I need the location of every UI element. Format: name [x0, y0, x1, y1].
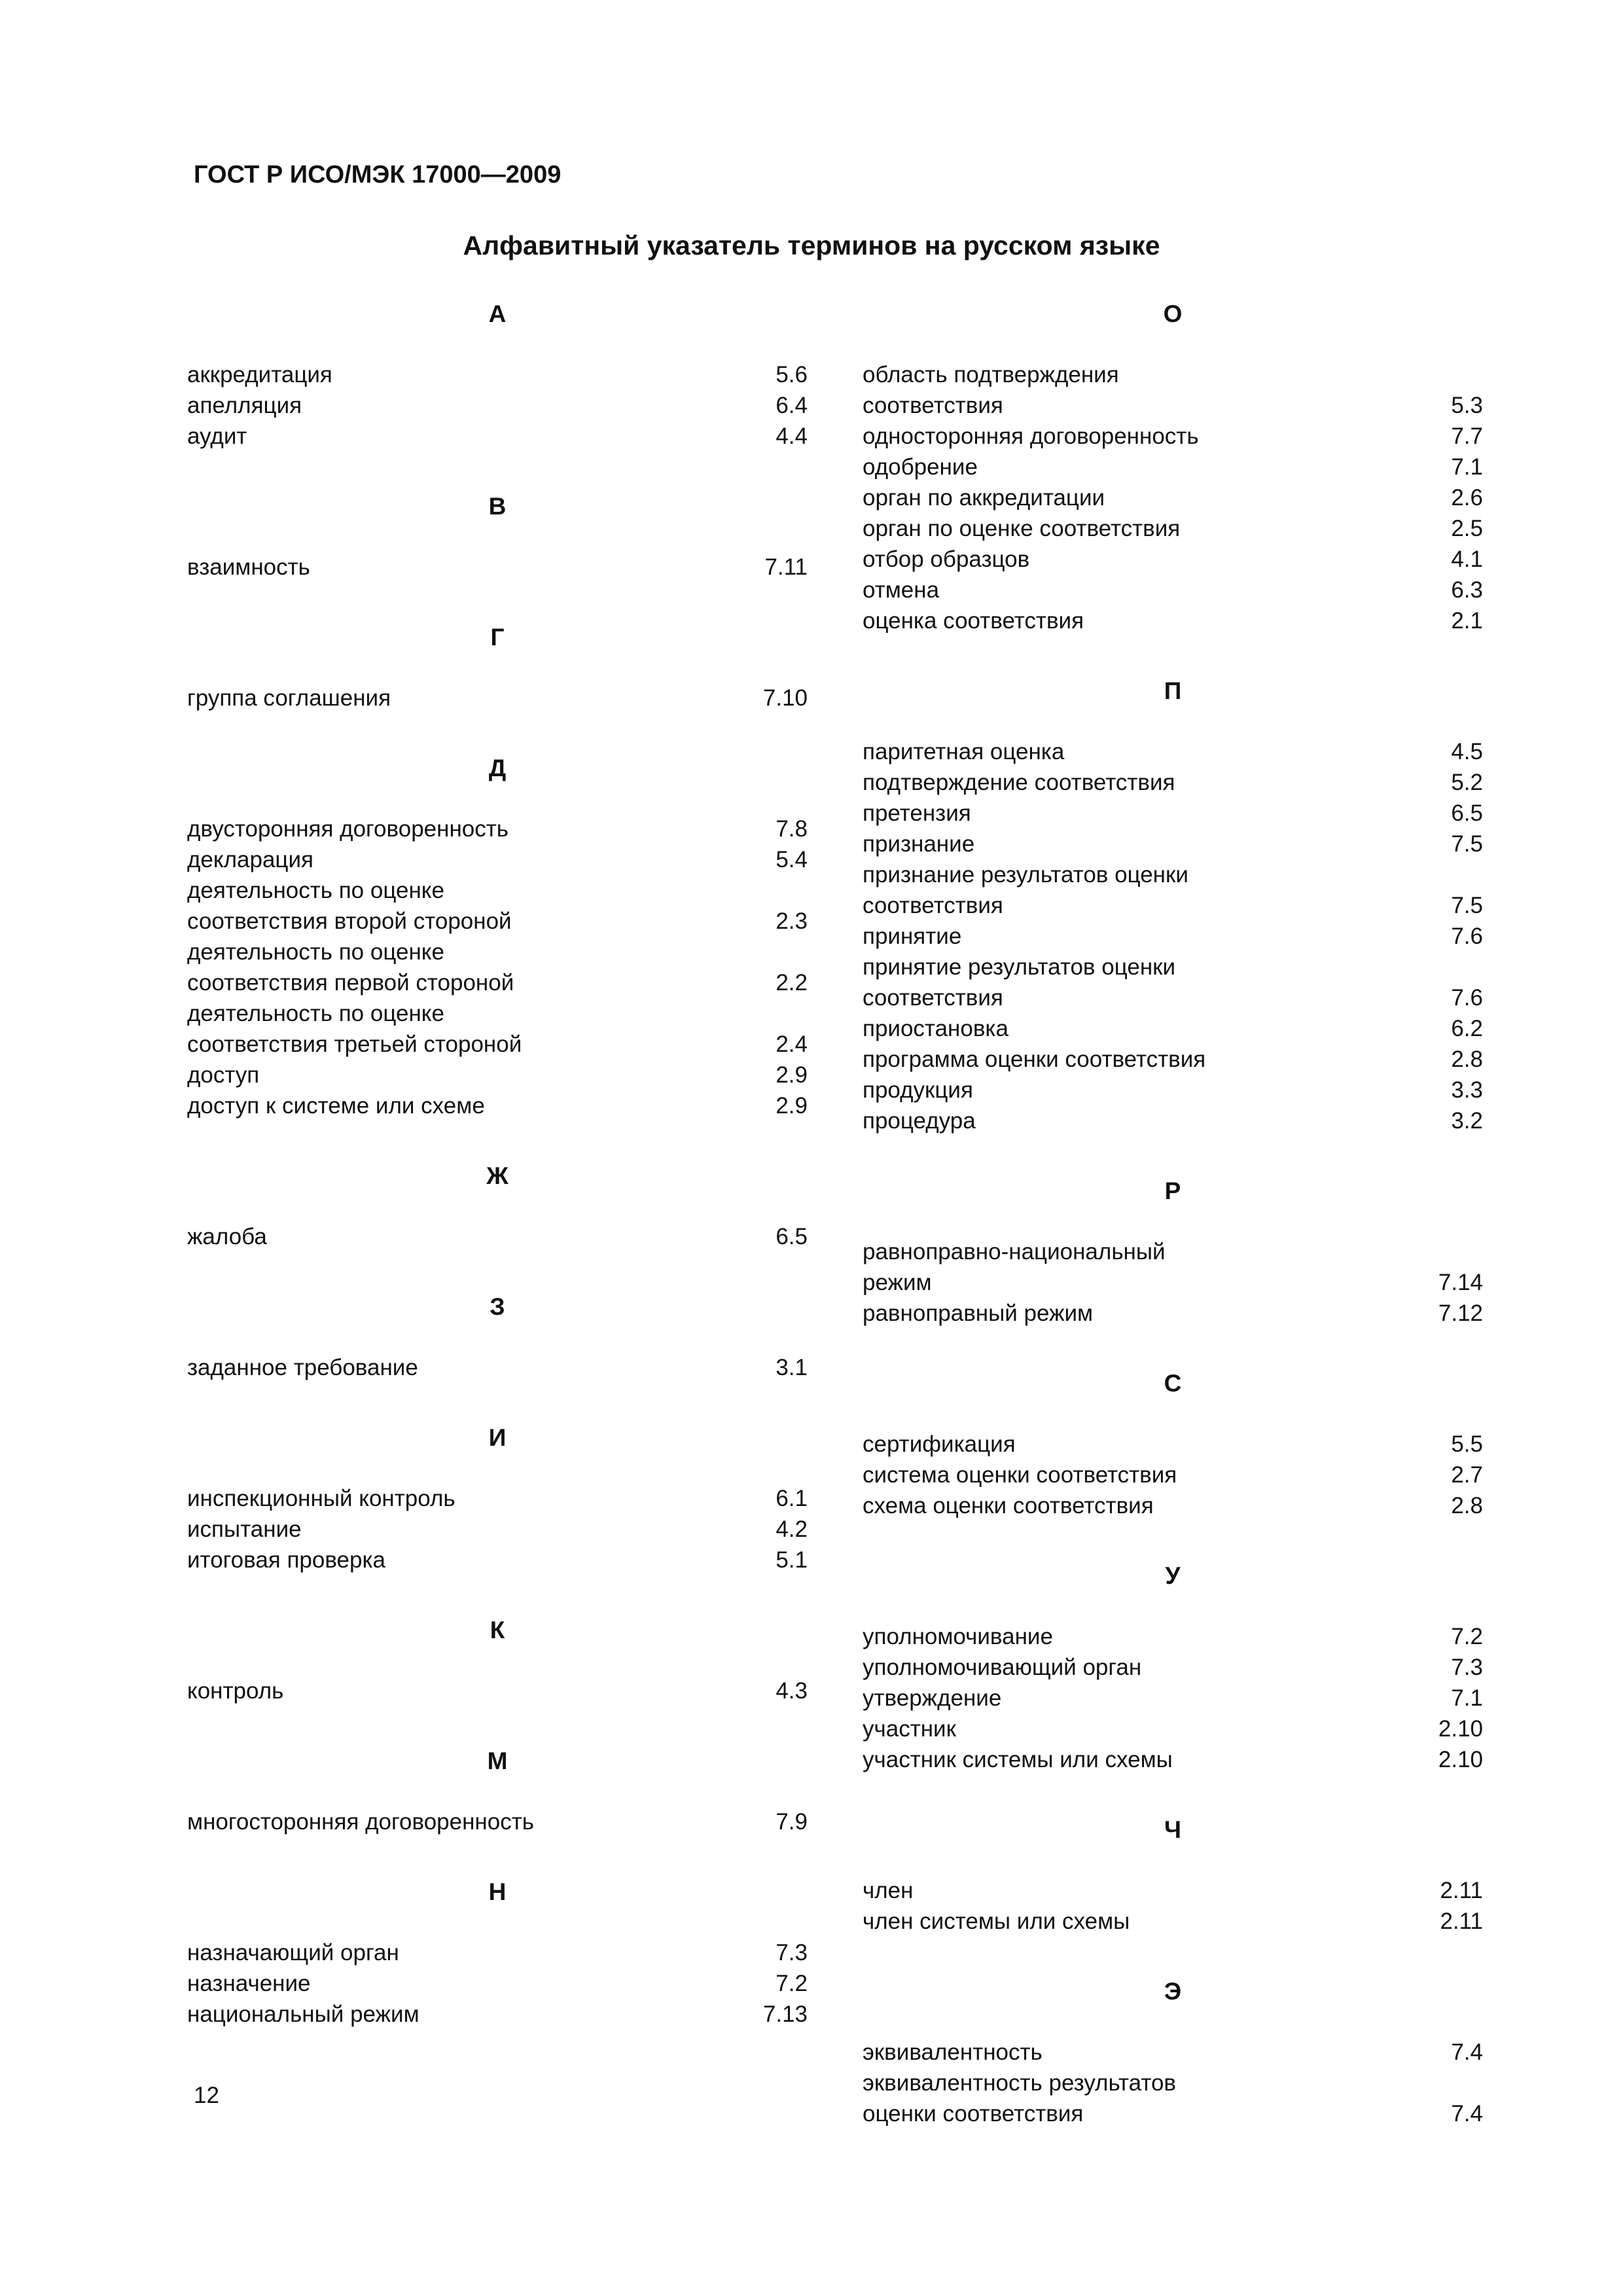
entry-term: деятельность по оценке — [187, 939, 444, 965]
section-letter: З — [490, 1293, 505, 1320]
entry-reference: 7.7 — [1451, 423, 1483, 449]
entry-term: назначение — [187, 1971, 311, 1996]
entry-reference: 2.4 — [776, 1031, 808, 1057]
section-gap — [863, 1775, 1483, 1809]
entry-term: отбор образцов — [863, 547, 1030, 572]
entry-reference: 6.1 — [776, 1486, 808, 1511]
index-entry — [863, 859, 1483, 921]
index-entry — [187, 1060, 808, 1090]
section-letter: А — [488, 300, 507, 327]
entry-term: апелляция — [187, 393, 302, 418]
entry-term: утверждение — [863, 1685, 1002, 1711]
entry-reference: 7.6 — [1451, 985, 1483, 1011]
index-entry — [863, 1744, 1483, 1775]
entry-reference: 3.3 — [1451, 1077, 1483, 1103]
entry-reference: 7.3 — [776, 1940, 808, 1965]
index-entry — [863, 1906, 1483, 1937]
entry-term: режим — [863, 1270, 932, 1295]
index-entry — [187, 1968, 808, 1999]
entry-reference: 5.3 — [1451, 393, 1483, 418]
entry-term: сертификация — [863, 1431, 1016, 1457]
page-number: 12 — [194, 2083, 219, 2108]
entry-term: односторонняя договоренность — [863, 423, 1199, 449]
section-gap — [187, 1252, 808, 1286]
entry-term: инспекционный контроль — [187, 1486, 455, 1511]
entry-reference: 5.1 — [776, 1547, 808, 1573]
entry-reference: 7.4 — [1451, 2101, 1483, 2126]
index-entry — [187, 1514, 808, 1545]
section-gap — [863, 636, 1483, 670]
index-entry — [863, 2068, 1483, 2129]
index-entry — [863, 482, 1483, 513]
entry-term: доступ — [187, 1062, 260, 1088]
entry-reference: 2.5 — [1451, 516, 1483, 541]
entry-reference: 3.1 — [776, 1355, 808, 1380]
index-entry — [863, 1298, 1483, 1329]
entry-term: принятие — [863, 924, 962, 949]
standard-designation: ГОСТ Р ИСО/МЭК 17000—2009 — [194, 161, 562, 188]
entry-reference: 4.3 — [776, 1678, 808, 1704]
entry-reference: 3.2 — [1451, 1108, 1483, 1134]
section-gap — [863, 1937, 1483, 1971]
section-gap — [863, 1136, 1483, 1170]
index-entry — [863, 1621, 1483, 1652]
entry-reference: 7.5 — [1451, 893, 1483, 918]
entry-reference: 2.9 — [776, 1062, 808, 1088]
entry-term: признание — [863, 831, 975, 857]
index-entry — [863, 421, 1483, 452]
entry-reference: 2.10 — [1438, 1716, 1483, 1742]
entry-reference: 2.8 — [1451, 1047, 1483, 1072]
entry-term: одобрение — [863, 454, 978, 480]
index-entry — [863, 1105, 1483, 1136]
index-entry — [863, 605, 1483, 636]
entry-reference: 2.11 — [1440, 1909, 1483, 1934]
section-gap — [863, 1329, 1483, 1363]
entry-reference: 5.6 — [776, 362, 808, 387]
entry-term: область подтверждения — [863, 362, 1119, 387]
entry-term: эквивалентность — [863, 2039, 1043, 2065]
entry-reference: 5.5 — [1451, 1431, 1483, 1457]
section-letter: Д — [488, 755, 507, 781]
entry-term: назначающий орган — [187, 1940, 399, 1965]
entry-reference: 7.8 — [776, 816, 808, 842]
index-entry — [187, 875, 808, 937]
index-entry — [863, 1683, 1483, 1713]
index-entry — [187, 1545, 808, 1575]
section-gap — [187, 452, 808, 486]
entry-term: испытание — [187, 1516, 302, 1542]
section-letter: С — [1164, 1370, 1182, 1397]
entry-term: аккредитация — [187, 362, 332, 387]
entry-term: заданное требование — [187, 1355, 418, 1380]
entry-reference: 7.11 — [764, 554, 808, 580]
entry-reference: 4.1 — [1451, 547, 1483, 572]
index-entry — [863, 1652, 1483, 1683]
entry-reference: 5.4 — [776, 847, 808, 872]
index-entry — [187, 1221, 808, 1252]
entry-reference: 7.1 — [1451, 454, 1483, 480]
entry-term: контроль — [187, 1678, 284, 1704]
section-gap — [187, 1706, 808, 1740]
section-gap — [187, 1837, 808, 1871]
index-column-left — [187, 293, 808, 2030]
index-entry — [187, 359, 808, 390]
index-entry — [187, 814, 808, 844]
section-letter: К — [490, 1617, 505, 1643]
entry-reference: 2.6 — [1451, 485, 1483, 511]
entry-term: соответствия третьей стороной — [187, 1031, 522, 1057]
entry-term: эквивалентность результатов — [863, 2070, 1177, 2096]
entry-reference: 7.9 — [776, 1809, 808, 1835]
section-letter: У — [1165, 1562, 1181, 1589]
entry-term: член системы или схемы — [863, 1909, 1130, 1934]
index-entry — [863, 1875, 1483, 1906]
index-entry — [187, 421, 808, 452]
entry-term: приостановка — [863, 1016, 1008, 1041]
index-entry — [863, 452, 1483, 482]
index-entry — [863, 1713, 1483, 1744]
entry-reference: 4.4 — [776, 423, 808, 449]
index-entry — [863, 1013, 1483, 1044]
index-entry — [863, 798, 1483, 829]
entry-reference: 7.6 — [1451, 924, 1483, 949]
index-entry — [863, 952, 1483, 1013]
index-entry — [863, 513, 1483, 544]
entry-term: орган по оценке соответствия — [863, 516, 1181, 541]
index-entry — [863, 1236, 1483, 1298]
entry-reference: 2.10 — [1438, 1747, 1483, 1772]
index-entry — [187, 998, 808, 1060]
entry-reference: 6.3 — [1451, 577, 1483, 603]
entry-reference: 2.11 — [1440, 1878, 1483, 1903]
index-column-right — [863, 293, 1483, 2129]
entry-reference: 6.4 — [776, 393, 808, 418]
index-entry — [187, 1999, 808, 2030]
entry-reference: 4.5 — [1451, 739, 1483, 764]
entry-term: соответствия — [863, 393, 1003, 418]
entry-term: двусторонняя договоренность — [187, 816, 509, 842]
entry-term: оценка соответствия — [863, 608, 1084, 634]
index-entry — [187, 937, 808, 998]
entry-term: участник — [863, 1716, 956, 1742]
entry-term: принятие результатов оценки — [863, 954, 1176, 980]
entry-term: уполномочивание — [863, 1624, 1053, 1649]
entry-term: паритетная оценка — [863, 739, 1065, 764]
entry-reference: 2.7 — [1451, 1462, 1483, 1488]
section-letter: Э — [1164, 1978, 1182, 2005]
index-entry — [187, 552, 808, 583]
entry-reference: 5.2 — [1451, 770, 1483, 795]
index-entry — [863, 2037, 1483, 2068]
index-entry — [187, 683, 808, 713]
index-entry — [187, 1676, 808, 1706]
entry-reference: 2.8 — [1451, 1493, 1483, 1518]
section-gap — [187, 713, 808, 747]
entry-term: соответствия — [863, 985, 1003, 1011]
entry-reference: 7.1 — [1451, 1685, 1483, 1711]
entry-reference: 4.2 — [776, 1516, 808, 1542]
entry-reference: 7.14 — [1438, 1270, 1483, 1295]
index-entry — [187, 1352, 808, 1383]
entry-term: уполномочивающий орган — [863, 1655, 1142, 1680]
entry-reference: 7.5 — [1451, 831, 1483, 857]
entry-term: равноправно-национальный — [863, 1239, 1166, 1265]
entry-term: многосторонняя договоренность — [187, 1809, 534, 1835]
entry-term: деятельность по оценке — [187, 1001, 444, 1026]
entry-term: деятельность по оценке — [187, 878, 444, 903]
entry-term: система оценки соответствия — [863, 1462, 1177, 1488]
index-entry — [863, 767, 1483, 798]
index-entry — [863, 1044, 1483, 1075]
entry-reference: 7.10 — [762, 685, 808, 711]
index-entry — [863, 736, 1483, 767]
entry-reference: 7.3 — [1451, 1655, 1483, 1680]
entry-term: группа соглашения — [187, 685, 391, 711]
index-entry — [863, 1429, 1483, 1460]
index-entry — [863, 921, 1483, 952]
entry-term: соответствия — [863, 893, 1003, 918]
entry-reference: 6.5 — [776, 1224, 808, 1249]
section-letter: Р — [1164, 1177, 1181, 1204]
entry-reference: 7.2 — [1451, 1624, 1483, 1649]
entry-reference: 7.13 — [762, 2001, 808, 2027]
entry-reference: 7.4 — [1451, 2039, 1483, 2065]
entry-term: оценки соответствия — [863, 2101, 1084, 2126]
section-gap — [187, 1575, 808, 1609]
entry-term: взаимность — [187, 554, 310, 580]
index-entry — [863, 1460, 1483, 1490]
entry-term: член — [863, 1878, 914, 1903]
section-letter: В — [488, 493, 507, 520]
entry-term: соответствия второй стороной — [187, 908, 512, 934]
entry-reference: 2.9 — [776, 1093, 808, 1119]
entry-term: итоговая проверка — [187, 1547, 386, 1573]
entry-term: соответствия первой стороной — [187, 970, 514, 996]
section-gap — [187, 583, 808, 617]
entry-term: национальный режим — [187, 2001, 419, 2027]
index-entry — [863, 1490, 1483, 1521]
section-letter: Ч — [1164, 1816, 1181, 1843]
section-letter: Ж — [486, 1162, 508, 1189]
section-gap — [187, 1121, 808, 1155]
entry-term: схема оценки соответствия — [863, 1493, 1154, 1518]
index-entry — [863, 575, 1483, 605]
entry-reference: 7.2 — [776, 1971, 808, 1996]
entry-reference: 2.2 — [776, 970, 808, 996]
index-entry — [863, 829, 1483, 859]
index-entry — [863, 544, 1483, 575]
entry-term: орган по аккредитации — [863, 485, 1105, 511]
entry-term: продукция — [863, 1077, 973, 1103]
index-entry — [187, 1090, 808, 1121]
section-letter: М — [487, 1748, 508, 1774]
section-letter: Г — [490, 624, 505, 651]
section-letter: И — [488, 1424, 507, 1451]
index-entry — [863, 1075, 1483, 1105]
index-entry — [187, 844, 808, 875]
section-letter: П — [1164, 677, 1182, 704]
entry-term: программа оценки соответствия — [863, 1047, 1206, 1072]
entry-reference: 6.2 — [1451, 1016, 1483, 1041]
index-entry — [187, 390, 808, 421]
entry-term: признание результатов оценки — [863, 862, 1188, 888]
entry-term: процедура — [863, 1108, 976, 1134]
entry-reference: 6.5 — [1451, 800, 1483, 826]
entry-term: декларация — [187, 847, 313, 872]
entry-term: равноправный режим — [863, 1300, 1094, 1326]
index-entry — [187, 1806, 808, 1837]
section-letter: Н — [488, 1878, 507, 1905]
index-title: Алфавитный указатель терминов на русском языке — [463, 230, 1160, 260]
entry-reference: 2.1 — [1451, 608, 1483, 634]
entry-reference: 2.3 — [776, 908, 808, 934]
index-entry — [187, 1937, 808, 1968]
index-entry — [863, 359, 1483, 421]
section-gap — [187, 1383, 808, 1417]
entry-term: претензия — [863, 800, 971, 826]
index-entry — [187, 1483, 808, 1514]
entry-term: аудит — [187, 423, 247, 449]
entry-term: жалоба — [187, 1224, 267, 1249]
section-gap — [863, 1521, 1483, 1555]
entry-reference: 7.12 — [1438, 1300, 1483, 1326]
section-letter: О — [1163, 300, 1183, 327]
entry-term: отмена — [863, 577, 940, 603]
entry-term: доступ к системе или схеме — [187, 1093, 485, 1119]
entry-term: подтверждение соответствия — [863, 770, 1175, 795]
entry-term: участник системы или схемы — [863, 1747, 1173, 1772]
